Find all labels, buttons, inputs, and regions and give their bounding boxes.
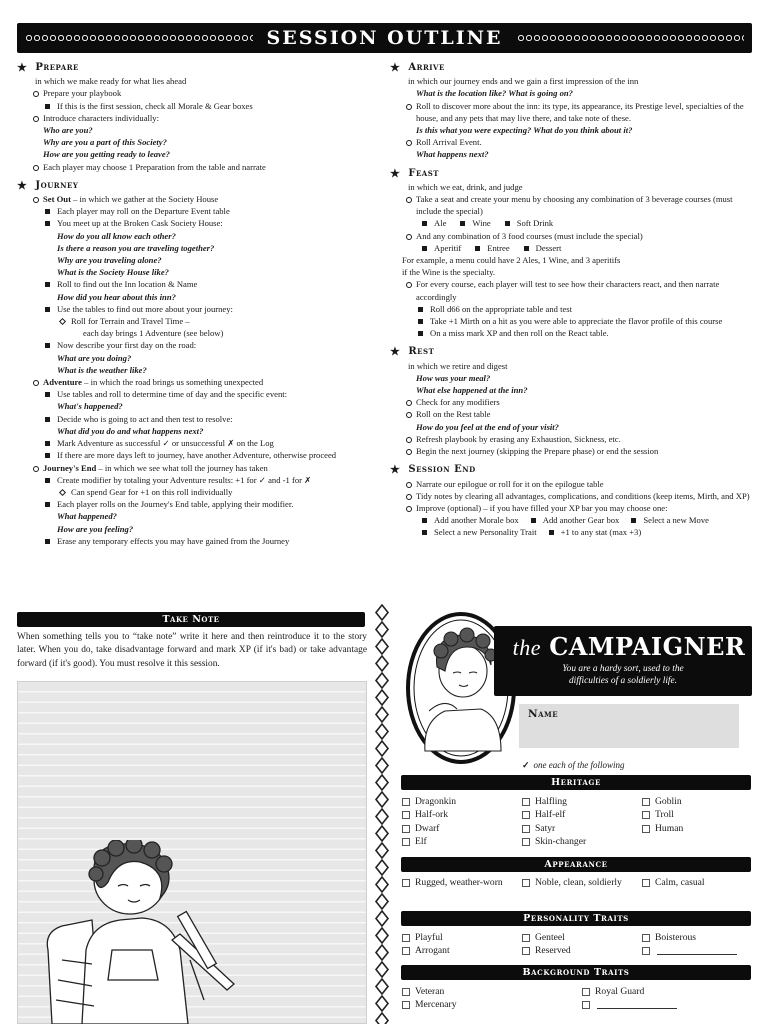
star-icon: ★ <box>17 178 28 192</box>
section-heading: ★ Prepare <box>17 61 79 74</box>
list-item: Tidy notes by clearing all advantages, complications, and conditions (keep items, Mirth, and XP) <box>390 490 752 502</box>
list-item: Prepare your playbook If this is the first session, check all Morale & Gear boxes <box>17 87 379 111</box>
section-heading: ★ Feast <box>390 166 440 180</box>
prompt-question: What is the location like? What is going on? <box>416 88 573 99</box>
list-item: If this is the first session, check all Morale & Gear boxes <box>43 100 379 112</box>
star-icon: ★ <box>390 345 401 359</box>
selection-instruction: ✓ one each of the following <box>522 760 625 770</box>
prompt-question: What did you do and what happens next? <box>57 425 204 436</box>
checkbox-icon <box>522 798 530 806</box>
list-item: Roll on the Rest table How do you feel at the end of your visit? <box>390 408 752 432</box>
prompt-question: What happened? <box>57 511 117 522</box>
take-note-heading: Take Note <box>17 612 365 627</box>
checkbox-icon <box>522 825 530 833</box>
heritage-option[interactable]: Troll <box>642 808 752 821</box>
section-heading: ★ Arrive <box>390 61 445 74</box>
checkbox-icon <box>522 838 530 846</box>
list-item: Roll to find out the Inn location & Name How did you hear about this inn? <box>43 278 379 302</box>
heritage-option[interactable]: Skin-changer <box>522 835 642 848</box>
write-in-line <box>597 998 677 1009</box>
list-item: Erase any temporary effects you may have gained from the Journey <box>43 535 379 547</box>
prompt-question: How are you feeling? <box>57 523 134 534</box>
checkbox-icon <box>582 1001 590 1009</box>
checkbox-icon <box>642 825 650 833</box>
list-item: On a miss mark XP and then roll on the React table. <box>416 327 752 339</box>
checkbox-icon <box>522 947 530 955</box>
prompt-question: How did you hear about this inn? <box>57 291 176 302</box>
section-intro: in which we retire and digest How was your meal? What else happened at the inn? <box>390 360 752 397</box>
prompt-question: How was your meal? <box>416 372 491 383</box>
personality-heading: Personality Traits <box>401 911 751 926</box>
background-option[interactable]: Veteran <box>402 985 582 998</box>
food-options: Aperitif Entree Dessert <box>416 242 752 254</box>
star-icon: ★ <box>390 166 401 180</box>
ornament-left <box>25 33 253 43</box>
checkbox-icon <box>402 838 410 846</box>
heritage-option[interactable]: Human <box>642 822 752 835</box>
list-item: Begin the next journey (skipping the Prepare phase) or end the session <box>390 445 752 457</box>
ornament-right <box>517 33 745 43</box>
list-item: Journey's End – in which we see what toll the journey has taken Create modifier by totaling your Adventure results: +1 for ✓ and -1 for ✗ Can spend Gear for +1 on this roll individually Each player rolls on the Journey's End table, applying their modifier. What happened? How are you feeling? Erase any temporary effects you may have gained from the Journey <box>17 462 379 547</box>
personality-option[interactable]: Genteel <box>522 931 642 944</box>
list-item: Narrate our epilogue or roll for it on the epilogue table <box>390 478 752 490</box>
checkbox-icon <box>402 934 410 942</box>
list-item: Create modifier by totaling your Adventure results: +1 for ✓ and -1 for ✗ Can spend Gear for +1 on this roll individually <box>43 474 379 498</box>
section-session-end <box>390 464 752 538</box>
improve-options: Add another Morale box Add another Gear box Select a new Move <box>416 514 752 526</box>
list-item: Each player may choose 1 Preparation from the table and narrate <box>17 161 379 173</box>
beverage-options: Ale Wine Soft Drink <box>416 217 752 229</box>
checkbox-icon <box>402 988 410 996</box>
checkmark-icon: ✓ <box>522 760 530 770</box>
chain-divider <box>374 604 390 1024</box>
section-prepare <box>17 62 379 173</box>
list-item: Roll to discover more about the inn: its type, its appearance, its Prestige level, specialties of the house, and any pets that may live there, and take note of these. Is this what you were expecting? What do you think about it? <box>390 100 752 137</box>
list-item: Each player may roll on the Departure Event table <box>43 205 379 217</box>
appearance-option[interactable]: Rugged, weather-worn <box>402 876 522 889</box>
star-icon: ★ <box>390 463 401 477</box>
appearance-heading: Appearance <box>401 857 751 872</box>
section-intro: in which our journey ends and we gain a first impression of the inn What is the location like? What is going on? <box>390 75 752 99</box>
section-arrive <box>390 62 752 161</box>
class-banner <box>494 626 752 696</box>
list-item: Introduce characters individually: Who are you? Why are you a part of this Society? How are you getting ready to leave? <box>17 112 379 161</box>
class-tagline: You are a hardy sort, used to the difficulties of a soldierly life. <box>562 664 684 686</box>
list-item: Improve (optional) – if you have filled your XP bar you may choose one: Add another Morale box Add another Gear box Select a new Move Select a new Personality Trait +1 to any stat (max +3) <box>390 502 752 539</box>
example-text: For example, a menu could have 2 Ales, 1 Wine, and 3 aperitifs if the Wine is the specialty. <box>402 255 621 278</box>
outline-right-column <box>390 62 752 546</box>
checkbox-icon <box>402 825 410 833</box>
prompt-question: Why are you a part of this Society? <box>43 137 167 148</box>
checkbox-icon <box>522 879 530 887</box>
checkbox-icon <box>642 798 650 806</box>
background-heading: Background Traits <box>401 965 751 980</box>
section-heading: ★ Rest <box>390 345 435 359</box>
campaigner-illustration <box>22 840 247 1024</box>
heritage-option[interactable]: Satyr <box>522 822 642 835</box>
checkbox-icon <box>402 798 410 806</box>
background-options <box>402 985 752 1012</box>
list-item: Use tables and roll to determine time of day and the specific event: What's happened? <box>43 388 379 412</box>
list-item: Each player rolls on the Journey's End table, applying their modifier. What happened? How are you feeling? <box>43 498 379 535</box>
prompt-question: Who are you? <box>43 125 93 136</box>
checkbox-icon <box>642 879 650 887</box>
star-icon: ★ <box>17 61 28 74</box>
header-banner <box>17 23 752 53</box>
section-heading: ★ Journey <box>17 178 79 192</box>
heritage-option[interactable]: Half-ork <box>402 808 522 821</box>
appearance-option[interactable]: Noble, clean, soldierly <box>522 876 642 889</box>
list-item: Use the tables to find out more about your journey: Roll for Terrain and Travel Time – each day brings 1 Adventure (see below) <box>43 303 379 340</box>
section-intro: in which we eat, drink, and judge <box>408 181 523 192</box>
list-item: Check for any modifiers <box>390 396 752 408</box>
take-note-instructions: When something tells you to “take note” write it here and then reintroduce it to the story later. When you do, take disadvantage forward and mark XP (if it's bad) or take advantage forward (if it's good). You must resolve it this session. <box>17 632 367 669</box>
list-item: Take +1 Mirth on a hit as you were able to appreciate the flavor profile of this course <box>416 315 752 327</box>
checkbox-icon <box>642 811 650 819</box>
prompt-question: Why are you traveling alone? <box>57 255 162 266</box>
personality-options <box>402 931 752 958</box>
heritage-option[interactable]: Goblin <box>642 795 752 808</box>
heritage-options <box>402 795 752 849</box>
checkbox-icon <box>642 947 650 955</box>
list-item: And any combination of 3 food courses (must include the special) Aperitif Entree Dessert <box>390 230 752 254</box>
background-option[interactable]: Mercenary <box>402 998 582 1011</box>
prompt-question: What's happened? <box>57 401 123 412</box>
background-option[interactable]: Royal Guard <box>582 985 752 998</box>
prompt-question: What is the Society House like? <box>57 267 169 278</box>
list-item: Take a seat and create your menu by choosing any combination of 3 beverage courses (must include the special) Ale Wine Soft Drink <box>390 193 752 230</box>
personality-option[interactable]: Playful <box>402 931 522 944</box>
write-in-line <box>657 944 737 955</box>
heritage-option[interactable]: Halfling <box>522 795 642 808</box>
prompt-question: What happens next? <box>416 149 489 160</box>
appearance-option[interactable]: Calm, casual <box>642 876 752 889</box>
list-item: Refresh playbook by erasing any Exhaustion, Sickness, etc. <box>390 433 752 445</box>
prompt-question: Is this what you were expecting? What do you think about it? <box>416 125 633 136</box>
list-item: Roll d66 on the appropriate table and test <box>416 303 752 315</box>
checkbox-icon <box>642 934 650 942</box>
prompt-question: How are you getting ready to leave? <box>43 149 170 160</box>
prompt-question: What is the weather like? <box>57 364 147 375</box>
background-custom-option[interactable] <box>582 998 752 1011</box>
section-journey <box>17 180 379 547</box>
section-intro: in which we make ready for what lies ahead <box>35 76 187 87</box>
prompt-question: How do you feel at the end of your visit? <box>416 421 559 432</box>
section-rest <box>390 346 752 457</box>
personality-option[interactable]: Reserved <box>522 944 642 957</box>
checkbox-icon <box>402 811 410 819</box>
page-title: SESSION OUTLINE <box>266 27 503 49</box>
checkbox-icon <box>402 947 410 955</box>
list-item: Adventure – in which the road brings us something unexpected Use tables and roll to determine time of day and the specific event: What's happened? Decide who is going to act and then test to resolve: What did you do and what happens next? Mark Adventure as successful ✓ or unsuccessful ✗ on the Log If there are more days left to journey, have another Adventure, otherwise proceed <box>17 376 379 461</box>
list-item: If there are more days left to journey, have another Adventure, otherwise proceed <box>43 449 379 461</box>
prompt-question: How do you all know each other? <box>57 230 176 241</box>
outline-left-column <box>17 62 379 554</box>
heritage-option[interactable]: Elf <box>402 835 522 848</box>
prompt-question: Is there a reason you are traveling together? <box>57 242 215 253</box>
list-item: Mark Adventure as successful ✓ or unsuccessful ✗ on the Log <box>43 437 379 449</box>
prompt-question: What else happened at the inn? <box>416 385 528 396</box>
personality-option[interactable]: Arrogant <box>402 944 522 957</box>
star-icon: ★ <box>390 61 401 74</box>
list-item: Decide who is going to act and then test to resolve: What did you do and what happens next? <box>43 413 379 437</box>
personality-custom-option[interactable] <box>642 944 752 957</box>
list-item: Roll Arrival Event. What happens next? <box>390 136 752 160</box>
checkbox-icon <box>402 879 410 887</box>
checkbox-icon <box>582 988 590 996</box>
list-item: You meet up at the Broken Cask Society House: How do you all know each other? Is there a reason you are traveling together? Why are you traveling alone? What is the Society House like? <box>43 217 379 278</box>
heritage-option[interactable]: Half-elf <box>522 808 642 821</box>
prompt-question: What are you doing? <box>57 352 132 363</box>
section-heading: ★ Session End <box>390 463 476 477</box>
list-item: For every course, each player will test to see how their characters react, and then narrate accordingly Roll d66 on the appropriate table and test Take +1 Mirth on a hit as you were able to appreciate the flavor profile of this course On a miss mark XP and then roll on the React table. <box>390 278 752 339</box>
class-title: the CAMPAIGNER <box>512 632 746 661</box>
heritage-option[interactable]: Dwarf <box>402 822 522 835</box>
list-item: Roll for Terrain and Travel Time – each day brings 1 Adventure (see below) <box>57 315 379 339</box>
appearance-options <box>402 876 752 889</box>
list-item: Now describe your first day on the road: What are you doing? What is the weather like? <box>43 339 379 376</box>
name-label: Name <box>528 708 559 720</box>
checkbox-icon <box>522 811 530 819</box>
checkbox-icon <box>522 934 530 942</box>
list-item: Can spend Gear for +1 on this roll individually <box>57 486 379 498</box>
improve-options: Select a new Personality Trait +1 to any stat (max +3) <box>416 526 752 538</box>
heritage-option[interactable]: Dragonkin <box>402 795 522 808</box>
section-feast <box>390 168 752 340</box>
personality-option[interactable]: Boisterous <box>642 931 752 944</box>
checkbox-icon <box>402 1001 410 1009</box>
list-item: Set Out – in which we gather at the Society House Each player may roll on the Departure Event table You meet up at the Broken Cask Society House: How do you all know each other? Is there a reason you are traveling together? Why are you traveling alone? What is the Society House like? Roll to find out the Inn location & Name How did you hear about this inn? Use the tables to find out more about your journey: Roll for Terrain and Travel Time – each day brings 1 Adventure (see below) Now describe your first day on the road: What are you doing? What is the weather like? <box>17 193 379 376</box>
heritage-heading: Heritage <box>401 775 751 790</box>
